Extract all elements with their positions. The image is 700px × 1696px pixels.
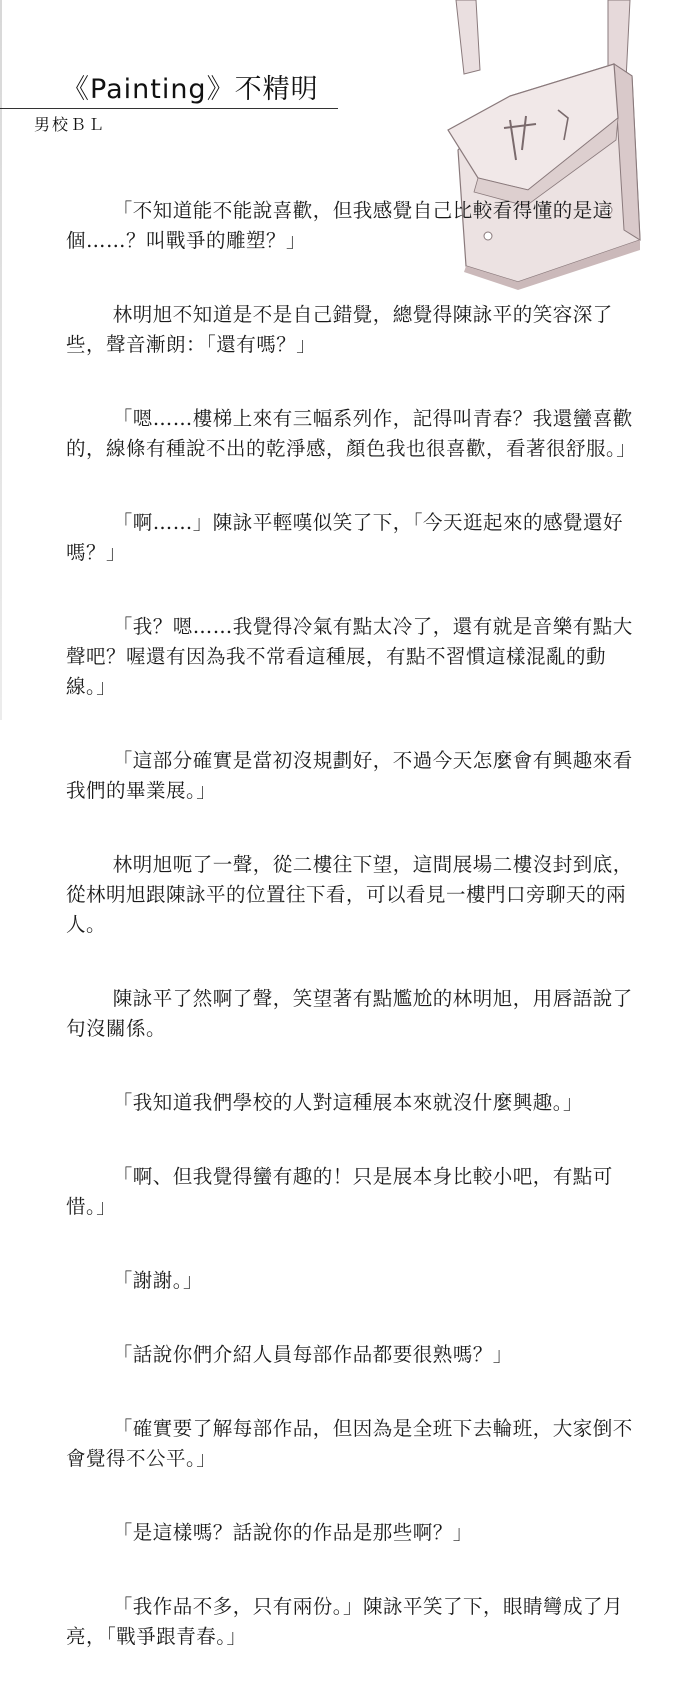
paragraph: 「是這樣嗎？話說你的作品是那些啊？」 [112, 1521, 473, 1544]
paragraph: 「啊……」陳詠平輕嘆似笑了下，「今天逛起來的感覺還好嗎？」 [66, 511, 624, 564]
paragraph: 陳詠平了然啊了聲，笑望著有點尷尬的林明旭，用唇語說了句沒關係。 [66, 987, 633, 1040]
paragraph: 林明旭不知道是不是自己錯覺，總覺得陳詠平的笑容深了些，聲音漸朗：「還有嗎？」 [66, 303, 613, 356]
title-underline [0, 108, 338, 109]
paragraph: 「確實要了解每部作品，但因為是全班下去輪班，大家倒不會覺得不公平。」 [66, 1417, 633, 1470]
paragraph: 「嗯……樓梯上來有三幅系列作，記得叫青春？我還蠻喜歡的，線條有種說不出的乾淨感，顏色我也很喜歡，看著很舒服。」 [66, 407, 637, 460]
article-title: 《Painting》不精明 [62, 74, 319, 105]
paragraph: 「不知道能不能說喜歡，但我感覺自己比較看得懂的是這個……？叫戰爭的雕塑？」 [66, 199, 613, 252]
paragraph: 「這部分確實是當初沒規劃好，不過今天怎麼會有興趣來看我們的畢業展。」 [66, 749, 633, 802]
paragraph: 「我知道我們學校的人對這種展本來就沒什麼興趣。」 [112, 1091, 584, 1114]
paragraph: 「話說你們介紹人員每部作品都要很熟嗎？」 [112, 1343, 513, 1366]
paragraph: 林明旭呃了一聲，從二樓往下望，這間展場二樓沒封到底，從林明旭跟陳詠平的位置往下看，可以看見一樓門口旁聊天的兩人。 [66, 853, 633, 936]
article-category: 男校ＢＬ [34, 115, 107, 134]
paragraph: 「我作品不多，只有兩份。」陳詠平笑了下，眼睛彎成了月亮，「戰爭跟青春。」 [66, 1595, 624, 1648]
story-body [66, 196, 640, 1696]
paragraph: 「我？嗯……我覺得冷氣有點太冷了，還有就是音樂有點大聲吧？喔還有因為我不常看這種展，有點不習慣這樣混亂的動線。」 [66, 615, 633, 698]
article-header [30, 72, 370, 135]
paragraph: 「啊、但我覺得蠻有趣的！只是展本身比較小吧，有點可惜。」 [66, 1165, 613, 1218]
paragraph: 「謝謝。」 [112, 1269, 204, 1292]
